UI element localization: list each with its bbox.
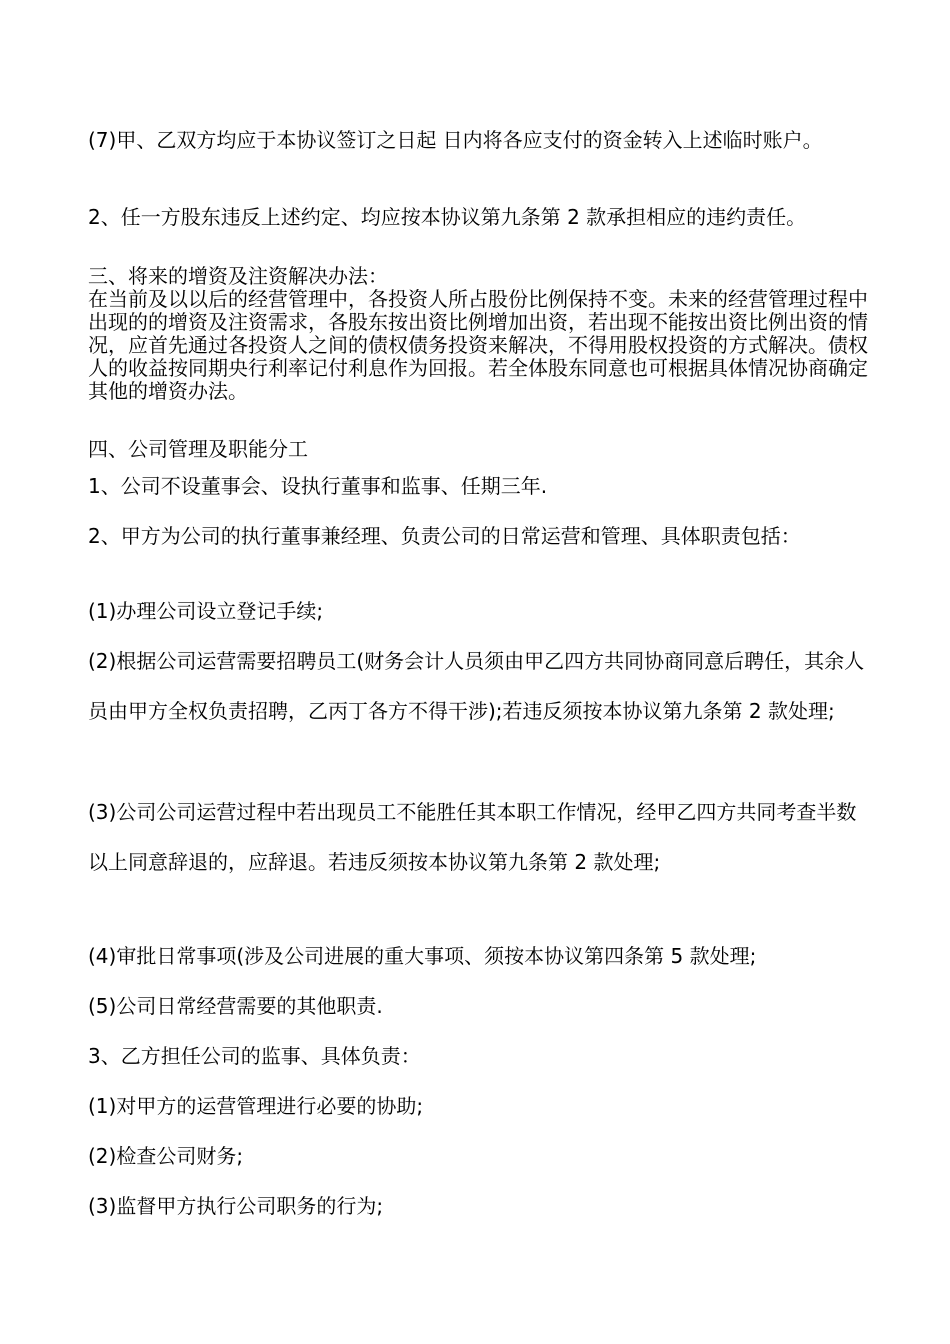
list-item-assist: (1)对甲方的运营管理进行必要的协助; [88, 1094, 424, 1118]
list-item-supervise: (3)监督甲方执行公司职务的行为; [88, 1194, 384, 1218]
list-item-dismissal: (3)公司公司运营过程中若出现员工不能胜任其本职工作情况，经甲乙四方共同考查半数以上同意辞退的，应辞退。若违反须按本协议第九条第 2 款处理; [88, 800, 857, 874]
paragraph-breach-liability: 2、任一方股东违反上述约定、均应按本协议第九条第 2 款承担相应的违约责任。 [88, 205, 807, 229]
list-item-recruitment: (2)根据公司运营需要招聘员工(财务会计人员须由甲乙四方共同协商同意后聘任，其余人员由甲方全权负责招聘，乙丙丁各方不得干涉);若违反须按本协议第九条第 2 款处理; [88, 649, 865, 723]
list-item-approval: (4)审批日常事项(涉及公司进展的重大事项、须按本协议第四条第 5 款处理; [88, 944, 757, 968]
section-heading-management: 四、公司管理及职能分工 [88, 437, 308, 461]
list-item-other-duties: (5)公司日常经营需要的其他职责. [88, 994, 383, 1018]
list-item-registration: (1)办理公司设立登记手续; [88, 599, 324, 623]
list-item-audit: (2)检查公司财务; [88, 1144, 244, 1168]
section-heading-capital-increase: 三、将来的增资及注资解决办法： [88, 264, 388, 288]
paragraph-clause-7: (7)甲、乙双方均应于本协议签订之日起 日内将各应支付的资金转入上述临时账户。 [88, 128, 823, 152]
paragraph-party-b-duties: 3、乙方担任公司的监事、具体负责： [88, 1044, 421, 1068]
paragraph-capital-increase: 在当前及以以后的经营管理中，各投资人所占股份比例保持不变。未来的经营管理过程中出现的的增资及注资需求，各股东按出资比例增加出资，若出现不能按出资比例出资的情况，应首先通过各投资人之间的债权债务投资来解决，不得用股权投资的方式解决。债权人的收益按同期央行利率记付利息作为回报。若全体股东同意也可根据具体情况协商确定其他的增资办法。 [88, 287, 868, 403]
paragraph-party-a-duties: 2、甲方为公司的执行董事兼经理、负责公司的日常运营和管理、具体职责包括： [88, 524, 801, 548]
paragraph-board-structure: 1、公司不设董事会、设执行董事和监事、任期三年. [88, 474, 548, 498]
